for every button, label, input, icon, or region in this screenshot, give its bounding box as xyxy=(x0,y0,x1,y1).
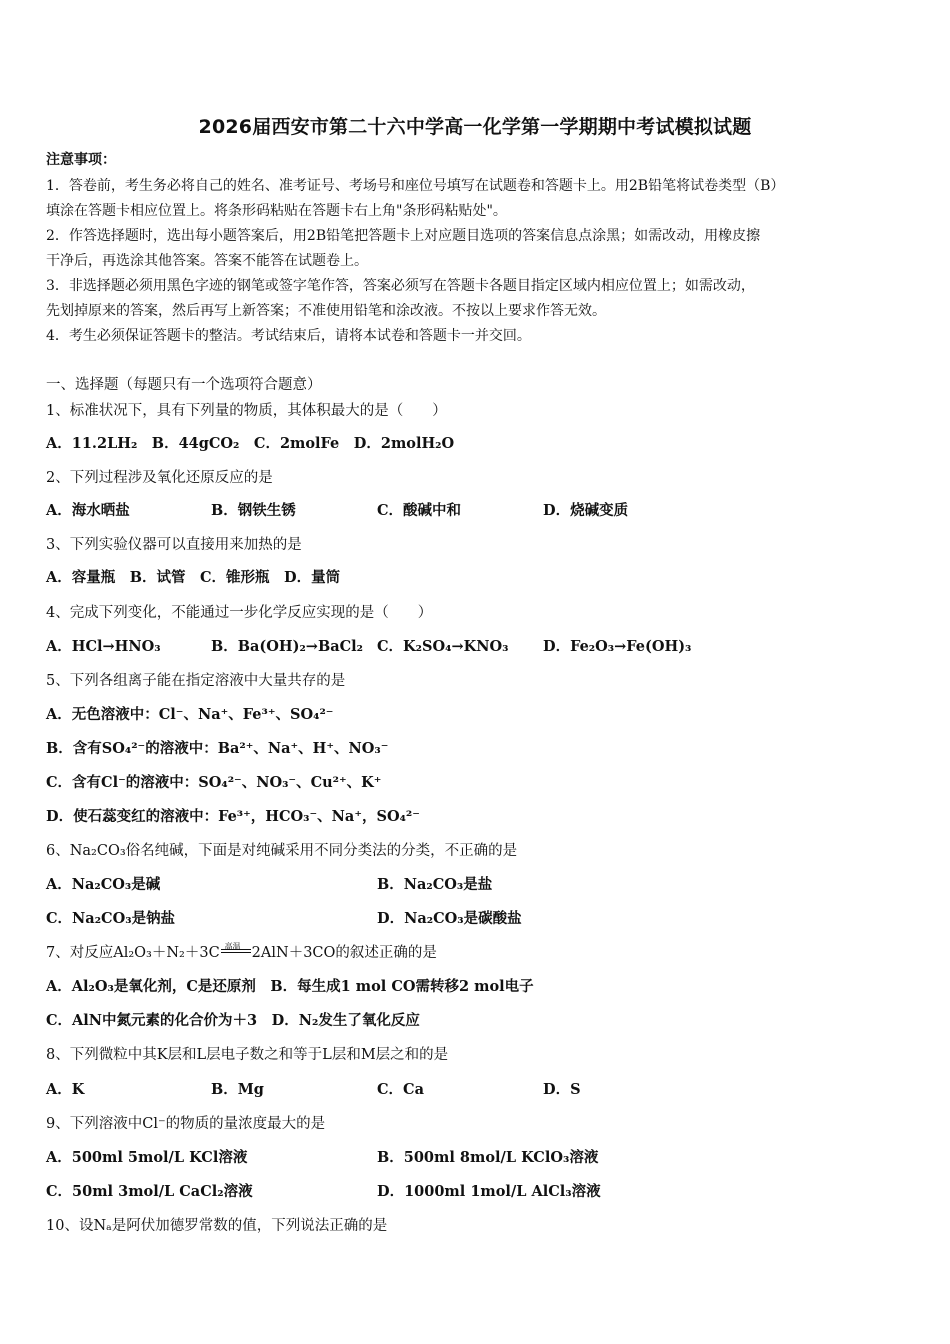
option-c: C．Na₂CO₃是钠盐 xyxy=(46,910,176,927)
question-7-stem xyxy=(46,943,437,963)
notice-line: 2．作答选择题时，选出每小题答案后，用2B铅笔把答题卡上对应题目选项的答案信息点涂黑；如需改动，用橡皮擦 xyxy=(46,228,761,244)
notice-line: 1．答卷前，考生务必将自己的姓名、准考证号、考场号和座位号填写在试题卷和答题卡上。用2B铅笔将试卷类型（B） xyxy=(46,178,785,194)
question-5-stem: 5、下列各组离子能在指定溶液中大量共存的是 xyxy=(46,673,346,689)
option-b: B．钢铁生锈 xyxy=(211,502,296,519)
question-7-options-row1: A．Al₂O₃是氧化剂，C是还原剂 B．每生成1 mol CO需转移2 mol电子 xyxy=(46,978,534,995)
question-3-options: A．容量瓶 B．试管 C．锥形瓶 D．量筒 xyxy=(46,569,341,586)
option-a: A．K xyxy=(46,1081,85,1098)
option-b: B．Mg xyxy=(211,1081,264,1098)
notice-heading: 注意事项： xyxy=(46,152,116,168)
option-d: D．Na₂CO₃是碳酸盐 xyxy=(377,910,522,927)
question-3-stem: 3、下列实验仪器可以直接用来加热的是 xyxy=(46,537,302,553)
question-1-options: A．11.2LH₂ B．44gCO₂ C．2molFe D．2molH₂O xyxy=(46,435,455,452)
stem-left: 7、对反应Al₂O₃＋N₂＋3C xyxy=(46,945,220,961)
option-c: C．K₂SO₄→KNO₃ xyxy=(377,638,509,655)
question-5-option-d: D．使石蕊变红的溶液中：Fe³⁺，HCO₃⁻、Na⁺，SO₄²⁻ xyxy=(46,808,420,825)
notice-line: 填涂在答题卡相应位置上。将条形码粘贴在答题卡右上角"条形码粘贴处"。 xyxy=(46,203,507,219)
option-a: A．海水晒盐 xyxy=(46,502,130,519)
question-6-stem: 6、Na₂CO₃俗名纯碱，下面是对纯碱采用不同分类法的分类，不正确的是 xyxy=(46,843,518,859)
option-d: D．Fe₂O₃→Fe(OH)₃ xyxy=(543,638,692,655)
question-2-stem: 2、下列过程涉及氧化还原反应的是 xyxy=(46,470,273,486)
notice-line: 先划掉原来的答案，然后再写上新答案；不准使用铅笔和涂改液。不按以上要求作答无效。 xyxy=(46,303,606,319)
question-5-option-c: C．含有Cl⁻的溶液中：SO₄²⁻、NO₃⁻、Cu²⁺、K⁺ xyxy=(46,774,382,791)
question-5-option-b: B．含有SO₄²⁻的溶液中：Ba²⁺、Na⁺、H⁺、NO₃⁻ xyxy=(46,740,389,757)
option-d: D．烧碱变质 xyxy=(543,502,629,519)
condition-label: 高温 xyxy=(224,942,241,951)
option-c: C．50ml 3mol/L CaCl₂溶液 xyxy=(46,1183,253,1200)
exam-title: 2026届西安市第二十六中学高一化学第一学期期中考试模拟试题 xyxy=(198,116,752,138)
notice-line: 4．考生必须保证答题卡的整洁。考试结束后，请将本试卷和答题卡一并交回。 xyxy=(46,328,531,344)
option-a: A．HCl→HNO₃ xyxy=(46,638,161,655)
question-1-stem: 1、标准状况下，具有下列量的物质，其体积最大的是（ ） xyxy=(46,403,447,419)
stem-right: 2AlN＋3CO的叙述正确的是 xyxy=(251,945,437,961)
option-d: D．1000ml 1mol/L AlCl₃溶液 xyxy=(377,1183,601,1200)
notice-line: 3．非选择题必须用黑色字迹的钢笔或签字笔作答，答案必须写在答题卡各题目指定区域内相应位置上；如需改动， xyxy=(46,278,755,294)
question-4-stem: 4、完成下列变化，不能通过一步化学反应实现的是（ ） xyxy=(46,605,433,621)
reaction-condition-arrow xyxy=(221,943,251,957)
option-c: C．Ca xyxy=(377,1081,424,1098)
question-9-stem: 9、下列溶液中Cl⁻的物质的量浓度最大的是 xyxy=(46,1116,326,1132)
question-5-option-a: A．无色溶液中：Cl⁻、Na⁺、Fe³⁺、SO₄²⁻ xyxy=(46,706,334,723)
option-a: A．500ml 5mol/L KCl溶液 xyxy=(46,1149,248,1166)
question-10-stem: 10、设Nₐ是阿伏加德罗常数的值，下列说法正确的是 xyxy=(46,1218,388,1234)
question-7-options-row2: C．AlN中氮元素的化合价为＋3 D．N₂发生了氧化反应 xyxy=(46,1012,420,1029)
option-a: A．Na₂CO₃是碱 xyxy=(46,876,161,893)
option-b: B．Na₂CO₃是盐 xyxy=(377,876,493,893)
option-b: B．Ba(OH)₂→BaCl₂ xyxy=(211,638,364,655)
option-c: C．酸碱中和 xyxy=(377,502,462,519)
question-8-stem: 8、下列微粒中其K层和L层电子数之和等于L层和M层之和的是 xyxy=(46,1047,449,1063)
section-heading: 一、选择题（每题只有一个选项符合题意） xyxy=(46,377,322,393)
option-d: D．S xyxy=(543,1081,581,1098)
option-b: B．500ml 8mol/L KClO₃溶液 xyxy=(377,1149,599,1166)
notice-line: 干净后，再选涂其他答案。答案不能答在试题卷上。 xyxy=(46,253,368,269)
